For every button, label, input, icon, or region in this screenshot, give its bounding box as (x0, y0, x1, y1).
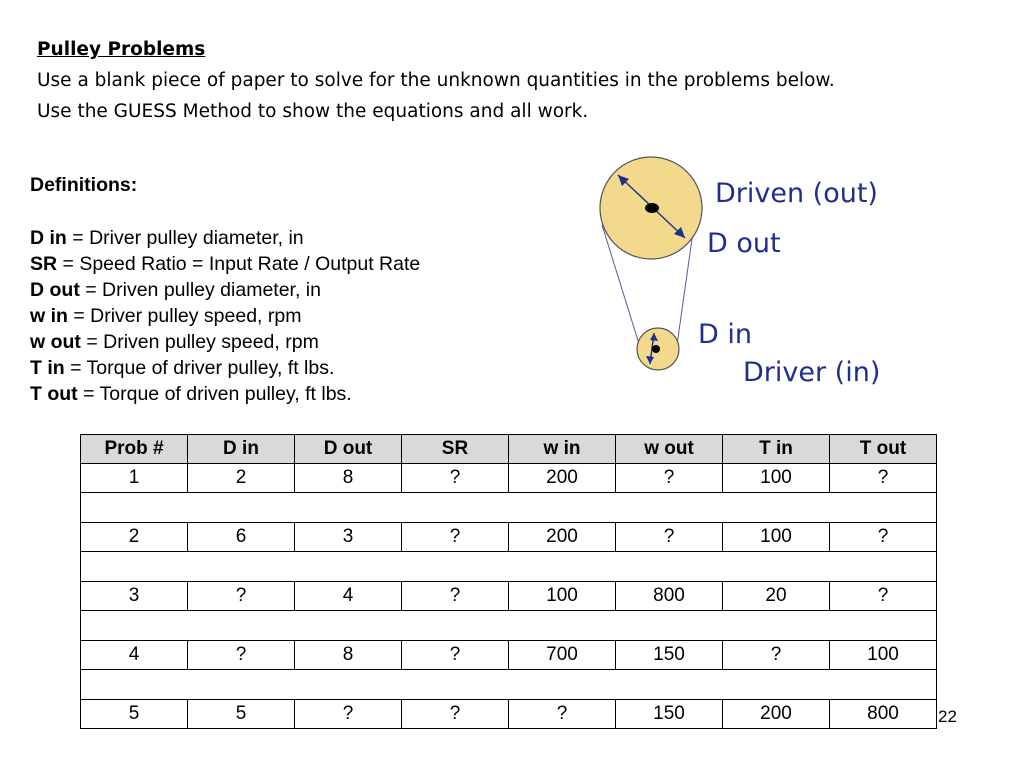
instruction-line-1: Use a blank piece of paper to solve for the unknown quantities in the problems below. (37, 70, 835, 91)
definition-text: = Driver pulley speed, rpm (67, 305, 302, 327)
table-cell: 200 (509, 523, 616, 552)
table-cell: 20 (723, 582, 830, 611)
table-cell: ? (188, 582, 295, 611)
table-cell: ? (830, 582, 937, 611)
table-cell: ? (616, 464, 723, 493)
table-cell: 100 (830, 641, 937, 670)
definitions-title: Definitions: (30, 174, 138, 196)
table-cell: 200 (509, 464, 616, 493)
definition-text: = Driven pulley diameter, in (79, 279, 321, 301)
table-body (81, 464, 937, 729)
column-header: w in (509, 435, 616, 464)
table-row (81, 700, 937, 729)
table-cell: 100 (509, 582, 616, 611)
spacer-cell (81, 670, 937, 700)
table-cell: 8 (295, 464, 402, 493)
driver-in-label: Driver (in) (743, 357, 881, 388)
instruction-line-2: Use the GUESS Method to show the equations and all work. (37, 101, 589, 122)
definition-term: w in (30, 305, 68, 327)
table-cell: 6 (188, 523, 295, 552)
table-cell: ? (402, 641, 509, 670)
definition-row (30, 277, 570, 303)
table-cell: ? (509, 700, 616, 729)
table-cell: 150 (616, 641, 723, 670)
table-row (81, 464, 937, 493)
d-out-label: D out (707, 228, 781, 259)
driven-out-label: Driven (out) (715, 178, 878, 209)
table-cell: 200 (723, 700, 830, 729)
column-header: T out (830, 435, 937, 464)
table-cell: 100 (723, 523, 830, 552)
spacer-row (81, 552, 937, 582)
table-cell: ? (830, 523, 937, 552)
table-cell: ? (402, 523, 509, 552)
table-cell: ? (188, 641, 295, 670)
table-cell: 3 (81, 582, 188, 611)
table-header-row (81, 435, 937, 464)
driven-pulley-hub (645, 203, 659, 213)
table-row (81, 582, 937, 611)
definition-term: T in (30, 357, 65, 379)
table-cell: 800 (830, 700, 937, 729)
column-header: D in (188, 435, 295, 464)
pulley-problems-table (80, 434, 937, 729)
definition-term: T out (30, 383, 78, 405)
table-cell: ? (402, 582, 509, 611)
definition-row (30, 329, 570, 355)
spacer-cell (81, 552, 937, 582)
column-header: w out (616, 435, 723, 464)
column-header: T in (723, 435, 830, 464)
spacer-row (81, 493, 937, 523)
definition-row (30, 303, 570, 329)
table-cell: ? (402, 464, 509, 493)
column-header: SR (402, 435, 509, 464)
table-cell: ? (616, 523, 723, 552)
definition-term: D out (30, 279, 80, 301)
d-in-label: D in (698, 319, 752, 350)
definition-term: D in (30, 227, 67, 249)
definition-text: = Speed Ratio = Input Rate / Output Rate (57, 253, 421, 275)
definition-text: = Torque of driven pulley, ft lbs. (77, 383, 352, 405)
table-cell: 1 (81, 464, 188, 493)
slide-title: Pulley Problems (37, 39, 206, 60)
definition-text: = Driver pulley diameter, in (66, 227, 304, 249)
column-header: Prob # (81, 435, 188, 464)
table-cell: 4 (81, 641, 188, 670)
column-header: D out (295, 435, 402, 464)
table-cell: ? (295, 700, 402, 729)
definition-text: = Driven pulley speed, rpm (80, 331, 319, 353)
table-cell: 700 (509, 641, 616, 670)
definition-row (30, 225, 570, 251)
table-cell: 3 (295, 523, 402, 552)
table-cell: 800 (616, 582, 723, 611)
definitions-block (30, 174, 570, 407)
definition-term: w out (30, 331, 81, 353)
table-cell: 2 (188, 464, 295, 493)
driver-pulley-hub (652, 345, 660, 353)
definition-row (30, 355, 570, 381)
table-row (81, 641, 937, 670)
definitions-list (30, 225, 570, 407)
pulley-diagram (590, 155, 920, 395)
spacer-row (81, 670, 937, 700)
table-cell: 150 (616, 700, 723, 729)
spacer-cell (81, 611, 937, 641)
definition-row (30, 251, 570, 277)
definition-text: = Torque of driver pulley, ft lbs. (64, 357, 335, 379)
table-cell: 100 (723, 464, 830, 493)
table-row (81, 523, 937, 552)
spacer-row (81, 611, 937, 641)
table-cell: 8 (295, 641, 402, 670)
table-cell: ? (402, 700, 509, 729)
table-cell: 2 (81, 523, 188, 552)
table-cell: 4 (295, 582, 402, 611)
table-cell: ? (830, 464, 937, 493)
definition-term: SR (30, 253, 58, 275)
page-number: 22 (938, 707, 957, 726)
table-cell: 5 (81, 700, 188, 729)
table-cell: ? (723, 641, 830, 670)
spacer-cell (81, 493, 937, 523)
slide-header (37, 34, 997, 127)
definition-row (30, 381, 570, 407)
table-cell: 5 (188, 700, 295, 729)
